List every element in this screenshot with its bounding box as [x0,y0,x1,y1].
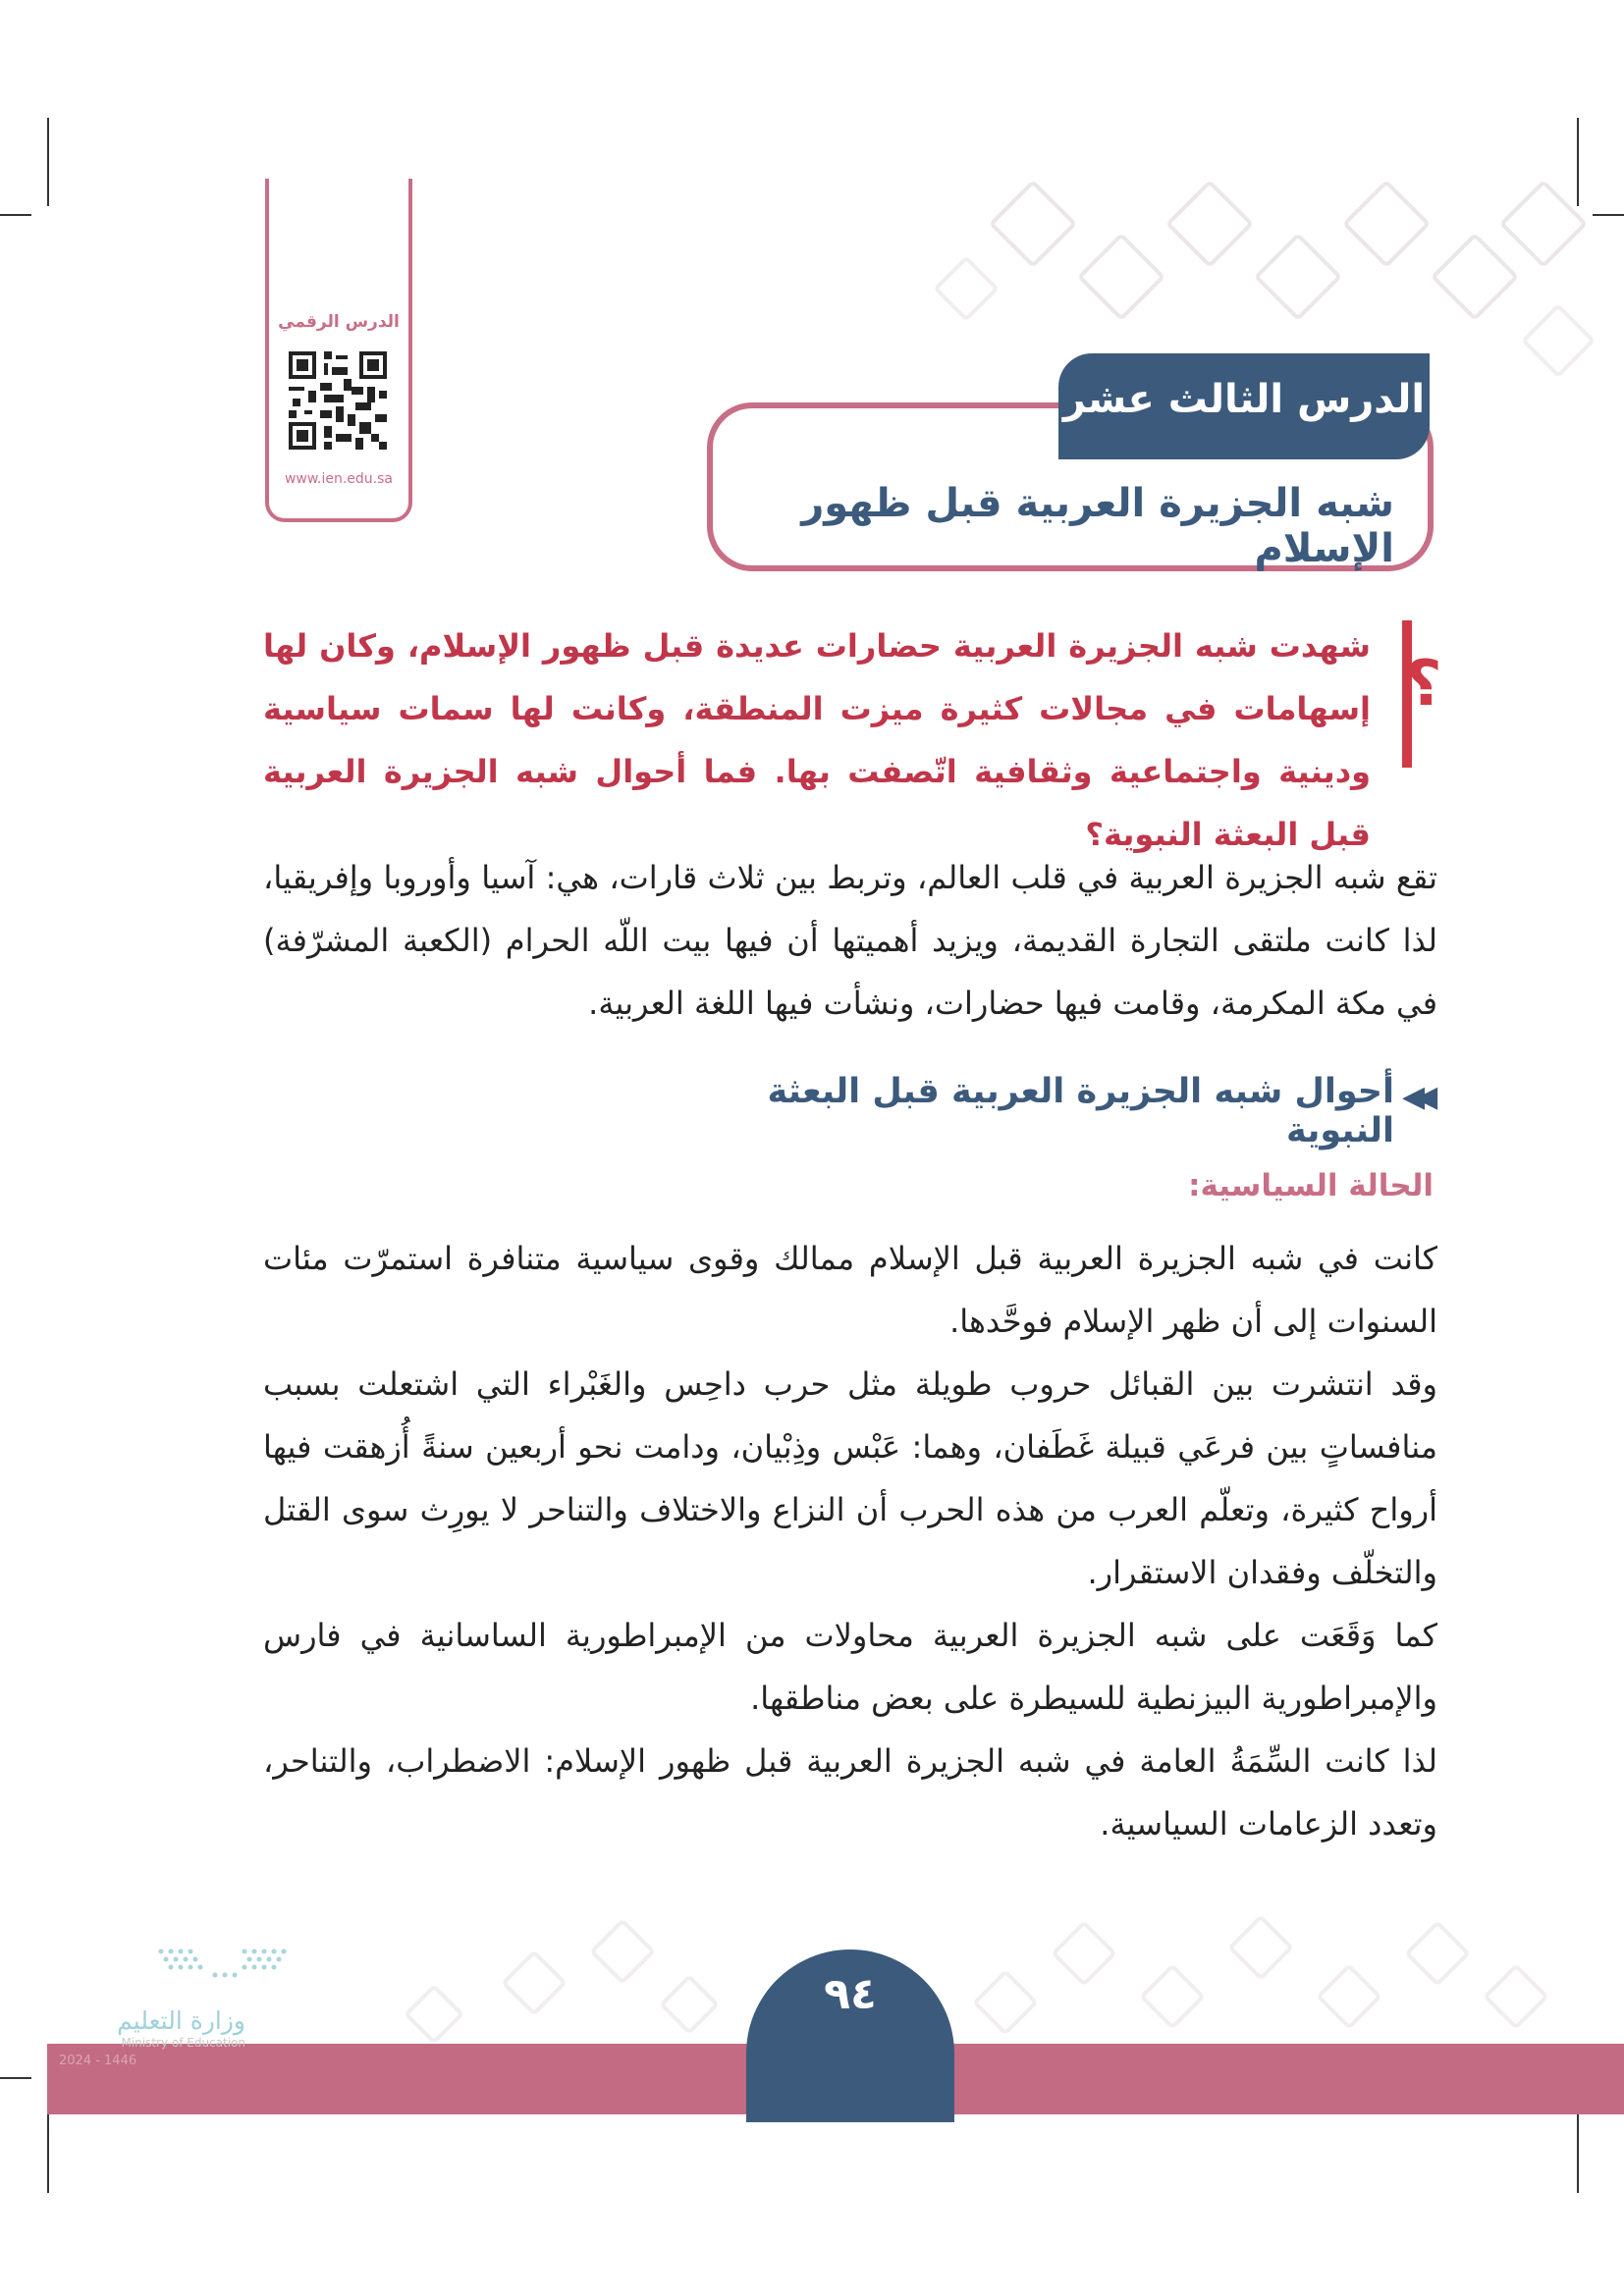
qr-code-icon[interactable] [289,351,387,450]
lesson-title: شبه الجزيرة العربية قبل ظهور الإسلام [801,481,1394,571]
double-chevron-icon: ◀◀ [1402,1080,1429,1114]
edition-year: 2024 - 1446 [59,2054,137,2068]
ministry-name: وزارة التعليم [117,2006,245,2035]
section-body [263,1227,1437,1855]
crop-mark [1577,118,1579,206]
lesson-number-label: الدرس الثالث عشر [1062,377,1426,422]
page-number: ٩٤ [824,1969,877,2019]
digital-lesson-url[interactable]: www.ien.edu.sa [284,471,394,487]
crop-mark [47,118,49,206]
intro-question-text: شهدت شبه الجزيرة العربية حضارات عديدة قبل ظهور الإسلام، وكان لها إسهامات في مجالات كثيرة ميزت المنطقة، وكانت لها سمات سياسية ودينية واجتماعية وثقافية اتّصفت بها. فما أحوال شبه الجزيرة العربية قبل البعثة النبوية؟ [263,627,1371,853]
subsection-heading: الحالة السياسية: [1188,1168,1434,1203]
ministry-logo-icon [151,1944,298,1983]
crop-mark [1593,214,1624,216]
ministry-subtitle: Ministry of Education [121,2036,245,2050]
question-mark-icon: ؟ [1405,648,1442,721]
crop-mark [0,2077,31,2079]
body-paragraph: وقد انتشرت بين القبائل حروب طويلة مثل حرب داحِس والغَبْراء التي اشتعلت بسبب منافساتٍ بين فرعَي قبيلة غَطَفان، وهما: عَبْس وذِبْيان، ودامت نحو أربعين سنةً أُزهقت فيها أرواح كثيرة، وتعلّم العرب من هذه الحرب أن النزاع والاختلاف والتناحر لا يورِث سوى القتل والتخلّف وفقدان الاستقرار. [263,1365,1437,1591]
digital-lesson-label: الدرس الرقمي [278,312,400,332]
body-paragraph: كانت في شبه الجزيرة العربية قبل الإسلام ممالك وقوى سياسية متنافرة استمرّت مئات السنوات إلى أن ظهر الإسلام فوحَّدها. [263,1240,1437,1340]
body-paragraph: كما وَقَعَت على شبه الجزيرة العربية محاولات من الإمبراطورية الساسانية في فارس والإمبراطورية البيزنطية للسيطرة على بعض مناطقها. [263,1617,1437,1717]
crop-mark [0,214,31,216]
section-heading: أحوال شبه الجزيرة العربية قبل البعثة النبوية [767,1072,1394,1150]
intro-paragraph: تقع شبه الجزيرة العربية في قلب العالم، وتربط بين ثلاث قارات، هي: آسيا وأوروبا وإفريقيا، لذا كانت ملتقى التجارة القديمة، ويزيد أهميتها أن فيها بيت اللّه الحرام (الكعبة المشرّفة) في مكة المكرمة، وقامت فيها حضارات، ونشأت فيها اللغة العربية. [263,859,1437,1022]
body-paragraph: لذا كانت السِّمَةُ العامة في شبه الجزيرة العربية قبل ظهور الإسلام: الاضطراب، والتناحر، وتعدد الزعامات السياسية. [263,1742,1437,1842]
